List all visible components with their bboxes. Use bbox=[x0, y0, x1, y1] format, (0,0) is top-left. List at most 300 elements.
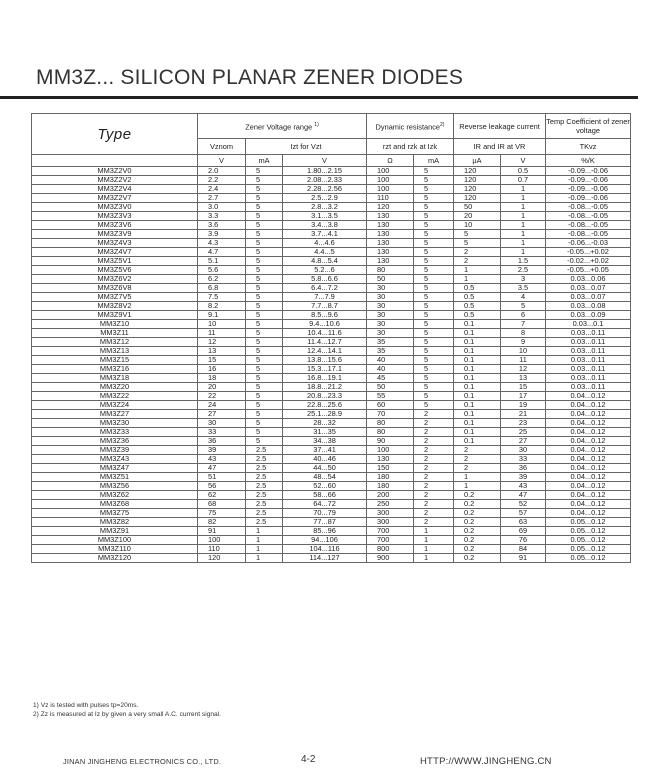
table-cell: 5 bbox=[246, 383, 283, 392]
table-cell: 2.4 bbox=[198, 185, 246, 194]
table-cell: 82 bbox=[198, 518, 246, 527]
table-cell: 57 bbox=[501, 509, 546, 518]
table-row bbox=[32, 248, 631, 257]
table-cell: 20.8...23.3 bbox=[283, 392, 367, 401]
table-cell: 5 bbox=[414, 167, 454, 176]
table-cell: 100 bbox=[367, 167, 414, 176]
table-cell: 50 bbox=[367, 383, 414, 392]
table-cell: 50 bbox=[454, 203, 501, 212]
table-row bbox=[32, 257, 631, 266]
table-cell: 68 bbox=[198, 500, 246, 509]
table-cell: 16.8...19.1 bbox=[283, 374, 367, 383]
table-row bbox=[32, 428, 631, 437]
table-row bbox=[32, 482, 631, 491]
table-cell: -0.06...-0.03 bbox=[546, 239, 631, 248]
table-cell: 2.28...2.56 bbox=[283, 185, 367, 194]
unit-cell: Ω bbox=[367, 155, 414, 167]
table-cell: 1 bbox=[454, 482, 501, 491]
footnote: 2) Zz is measured at Iz by given a very small A.C. current signal. bbox=[33, 711, 221, 718]
table-row bbox=[32, 365, 631, 374]
table-cell: 47 bbox=[198, 464, 246, 473]
table-cell: 37...41 bbox=[283, 446, 367, 455]
table-cell: 18.8...21.2 bbox=[283, 383, 367, 392]
type-cell: MM3Z68 bbox=[32, 500, 198, 509]
table-cell: 13.8...15.6 bbox=[283, 356, 367, 365]
table-cell: 19 bbox=[501, 401, 546, 410]
type-cell: MM3Z110 bbox=[32, 545, 198, 554]
table-cell: 0.03...0.08 bbox=[546, 302, 631, 311]
reverse-leakage-header: Reverse leakage current bbox=[454, 114, 546, 139]
table-cell: -0.08...-0.05 bbox=[546, 203, 631, 212]
type-cell: MM3Z30 bbox=[32, 419, 198, 428]
table-cell: 7 bbox=[501, 320, 546, 329]
table-cell: 0.03...0.09 bbox=[546, 311, 631, 320]
table-cell: 27 bbox=[501, 437, 546, 446]
table-row bbox=[32, 329, 631, 338]
table-cell: 11 bbox=[501, 356, 546, 365]
table-cell: 7.5 bbox=[198, 293, 246, 302]
table-cell: 45 bbox=[367, 374, 414, 383]
table-cell: 0.5 bbox=[454, 311, 501, 320]
table-cell: 76 bbox=[501, 536, 546, 545]
type-cell: MM3Z4V3 bbox=[32, 239, 198, 248]
table-cell: 2.5 bbox=[501, 266, 546, 275]
table-cell: 0.2 bbox=[454, 554, 501, 563]
table-cell: 2.5...2.9 bbox=[283, 194, 367, 203]
table-cell: 69 bbox=[501, 527, 546, 536]
table-cell: 1 bbox=[246, 554, 283, 563]
table-cell: 5 bbox=[414, 212, 454, 221]
table-cell: 6 bbox=[501, 311, 546, 320]
table-cell: 130 bbox=[367, 212, 414, 221]
table-cell: 5.2...6 bbox=[283, 266, 367, 275]
table-cell: 5 bbox=[246, 311, 283, 320]
table-cell: 0.2 bbox=[454, 518, 501, 527]
table-cell: 120 bbox=[198, 554, 246, 563]
table-cell: 20 bbox=[198, 383, 246, 392]
type-cell: MM3Z20 bbox=[32, 383, 198, 392]
table-cell: 33 bbox=[501, 455, 546, 464]
type-cell: MM3Z2V4 bbox=[32, 185, 198, 194]
table-cell: 1 bbox=[454, 275, 501, 284]
table-cell: 39 bbox=[198, 446, 246, 455]
type-cell: MM3Z9V1 bbox=[32, 311, 198, 320]
table-cell: 30 bbox=[501, 446, 546, 455]
table-cell: 43 bbox=[501, 482, 546, 491]
table-cell: 110 bbox=[367, 194, 414, 203]
table-cell: 3.9 bbox=[198, 230, 246, 239]
table-cell: 8.2 bbox=[198, 302, 246, 311]
table-cell: -0.05...+0.05 bbox=[546, 266, 631, 275]
table-row bbox=[32, 302, 631, 311]
type-cell: MM3Z10 bbox=[32, 320, 198, 329]
table-cell: 0.5 bbox=[501, 167, 546, 176]
table-cell: 15 bbox=[198, 356, 246, 365]
table-cell: 1 bbox=[501, 194, 546, 203]
table-cell: 5 bbox=[246, 419, 283, 428]
table-cell: 5 bbox=[246, 239, 283, 248]
table-cell: 1.80...2.15 bbox=[283, 167, 367, 176]
table-cell: 36 bbox=[198, 437, 246, 446]
table-cell: 2 bbox=[414, 491, 454, 500]
table-cell: 2 bbox=[414, 518, 454, 527]
izt-header: Izt for Vzt bbox=[246, 139, 367, 155]
table-cell: 0.04...0.12 bbox=[546, 473, 631, 482]
table-cell: 100 bbox=[367, 446, 414, 455]
table-cell: 11.4...12.7 bbox=[283, 338, 367, 347]
table-cell: 7.7...8.7 bbox=[283, 302, 367, 311]
table-row bbox=[32, 212, 631, 221]
table-cell: 31...35 bbox=[283, 428, 367, 437]
type-cell: MM3Z36 bbox=[32, 437, 198, 446]
table-cell: 2.5 bbox=[246, 518, 283, 527]
table-cell: 5 bbox=[246, 329, 283, 338]
table-cell: 4.7 bbox=[198, 248, 246, 257]
table-cell: 13 bbox=[198, 347, 246, 356]
table-cell: 0.2 bbox=[454, 491, 501, 500]
footer-company: JINAN JINGHENG ELECTRONICS CO., LTD. bbox=[63, 757, 222, 766]
table-cell: 84 bbox=[501, 545, 546, 554]
table-cell: 6.2 bbox=[198, 275, 246, 284]
table-row bbox=[32, 383, 631, 392]
table-cell: 2 bbox=[414, 446, 454, 455]
tkvz-header: TKvz bbox=[546, 139, 631, 155]
table-cell: 0.5 bbox=[454, 284, 501, 293]
table-cell: 130 bbox=[367, 455, 414, 464]
table-cell: 1 bbox=[414, 527, 454, 536]
table-cell: 30 bbox=[367, 293, 414, 302]
footnote: 1) Vz is tested with pulses tp=20ms. bbox=[33, 702, 139, 709]
table-cell: 1 bbox=[414, 536, 454, 545]
table-cell: 180 bbox=[367, 482, 414, 491]
table-cell: 25.1...28.9 bbox=[283, 410, 367, 419]
table-cell: 5 bbox=[414, 329, 454, 338]
type-cell: MM3Z5V6 bbox=[32, 266, 198, 275]
table-cell: 0.05...0.12 bbox=[546, 518, 631, 527]
table-cell: 27 bbox=[198, 410, 246, 419]
table-cell: 5 bbox=[414, 374, 454, 383]
table-cell: 5 bbox=[414, 392, 454, 401]
table-cell: 0.04...0.12 bbox=[546, 482, 631, 491]
table-cell: 52 bbox=[501, 500, 546, 509]
table-cell: 0.1 bbox=[454, 383, 501, 392]
table-cell: 0.04...0.12 bbox=[546, 410, 631, 419]
table-cell: 35 bbox=[367, 347, 414, 356]
table-cell: 25 bbox=[501, 428, 546, 437]
table-cell: 2 bbox=[414, 455, 454, 464]
type-cell: MM3Z16 bbox=[32, 365, 198, 374]
table-cell: 1 bbox=[246, 527, 283, 536]
table-cell: 5 bbox=[246, 356, 283, 365]
type-cell: MM3Z100 bbox=[32, 536, 198, 545]
table-cell: 200 bbox=[367, 491, 414, 500]
table-cell: 5.1 bbox=[198, 257, 246, 266]
table-row bbox=[32, 338, 631, 347]
table-cell: 5 bbox=[454, 230, 501, 239]
table-row bbox=[32, 176, 631, 185]
table-cell: 5 bbox=[454, 239, 501, 248]
table-cell: 5 bbox=[246, 374, 283, 383]
table-cell: 5 bbox=[246, 194, 283, 203]
table-cell: 2 bbox=[414, 473, 454, 482]
table-cell: 5 bbox=[414, 401, 454, 410]
table-cell: 17 bbox=[501, 392, 546, 401]
table-cell: 2 bbox=[454, 248, 501, 257]
table-cell: 5 bbox=[414, 176, 454, 185]
unit-cell: V bbox=[283, 155, 367, 167]
table-cell: 3.3 bbox=[198, 212, 246, 221]
table-cell: 28...32 bbox=[283, 419, 367, 428]
spec-table-body bbox=[32, 167, 631, 563]
table-cell: 36 bbox=[501, 464, 546, 473]
table-row bbox=[32, 356, 631, 365]
footer-url: HTTP://WWW.JINGHENG.CN bbox=[420, 756, 552, 767]
table-cell: 77...87 bbox=[283, 518, 367, 527]
table-cell: 1 bbox=[501, 221, 546, 230]
table-cell: 4.8...5.4 bbox=[283, 257, 367, 266]
table-cell: 64...72 bbox=[283, 500, 367, 509]
table-row bbox=[32, 437, 631, 446]
table-row bbox=[32, 419, 631, 428]
table-cell: 7...7.9 bbox=[283, 293, 367, 302]
table-cell: 6.4...7.2 bbox=[283, 284, 367, 293]
table-cell: 0.05...0.12 bbox=[546, 545, 631, 554]
table-cell: 0.04...0.12 bbox=[546, 500, 631, 509]
type-cell: MM3Z18 bbox=[32, 374, 198, 383]
table-cell: 52...60 bbox=[283, 482, 367, 491]
table-cell: 5 bbox=[414, 293, 454, 302]
table-cell: 120 bbox=[454, 185, 501, 194]
table-row bbox=[32, 185, 631, 194]
type-unit-blank bbox=[32, 155, 198, 167]
table-cell: 5 bbox=[414, 365, 454, 374]
table-cell: 5 bbox=[246, 338, 283, 347]
table-cell: 1 bbox=[501, 248, 546, 257]
table-cell: 30 bbox=[367, 284, 414, 293]
type-cell: MM3Z6V8 bbox=[32, 284, 198, 293]
table-cell: 114...127 bbox=[283, 554, 367, 563]
type-cell: MM3Z22 bbox=[32, 392, 198, 401]
type-cell: MM3Z51 bbox=[32, 473, 198, 482]
ir-header: IR and IR at VR bbox=[454, 139, 546, 155]
table-cell: 1 bbox=[246, 536, 283, 545]
table-cell: 60 bbox=[367, 401, 414, 410]
type-cell: MM3Z8V2 bbox=[32, 302, 198, 311]
table-cell: 1 bbox=[246, 545, 283, 554]
table-cell: 40...46 bbox=[283, 455, 367, 464]
table-cell: 11 bbox=[198, 329, 246, 338]
table-cell: 130 bbox=[367, 248, 414, 257]
table-cell: 0.03...0.11 bbox=[546, 329, 631, 338]
table-cell: 0.04...0.12 bbox=[546, 437, 631, 446]
type-cell: MM3Z43 bbox=[32, 455, 198, 464]
table-cell: 5 bbox=[414, 248, 454, 257]
table-row bbox=[32, 473, 631, 482]
type-cell: MM3Z11 bbox=[32, 329, 198, 338]
table-cell: 5 bbox=[414, 257, 454, 266]
table-cell: 2 bbox=[414, 500, 454, 509]
table-cell: 62 bbox=[198, 491, 246, 500]
table-cell: 3.7...4.1 bbox=[283, 230, 367, 239]
unit-cell: V bbox=[501, 155, 546, 167]
table-cell: 5 bbox=[414, 203, 454, 212]
table-cell: 5 bbox=[246, 428, 283, 437]
table-cell: 23 bbox=[501, 419, 546, 428]
table-cell: 5 bbox=[414, 194, 454, 203]
table-cell: 0.04...0.12 bbox=[546, 509, 631, 518]
table-cell: 13 bbox=[501, 374, 546, 383]
table-row bbox=[32, 230, 631, 239]
table-cell: 94...106 bbox=[283, 536, 367, 545]
table-cell: 120 bbox=[454, 167, 501, 176]
table-cell: 2.5 bbox=[246, 509, 283, 518]
temp-coefficient-header: Temp Coefficient of zener voltage bbox=[546, 114, 631, 139]
table-cell: 10.4...11.6 bbox=[283, 329, 367, 338]
type-header: Type bbox=[32, 114, 198, 155]
table-cell: 5 bbox=[414, 311, 454, 320]
table-cell: 85...96 bbox=[283, 527, 367, 536]
footnotes bbox=[33, 701, 221, 719]
table-cell: 1 bbox=[501, 203, 546, 212]
table-cell: 39 bbox=[501, 473, 546, 482]
table-cell: -0.08...-0.05 bbox=[546, 221, 631, 230]
table-cell: 21 bbox=[501, 410, 546, 419]
table-cell: 2 bbox=[414, 419, 454, 428]
table-cell: 0.5 bbox=[454, 302, 501, 311]
table-cell: 2 bbox=[414, 464, 454, 473]
table-row bbox=[32, 239, 631, 248]
table-cell: 0.04...0.12 bbox=[546, 491, 631, 500]
table-cell: 30 bbox=[367, 320, 414, 329]
table-cell: 3.5 bbox=[501, 284, 546, 293]
table-cell: 2 bbox=[454, 257, 501, 266]
table-cell: 0.04...0.12 bbox=[546, 446, 631, 455]
table-cell: 0.03...0.11 bbox=[546, 338, 631, 347]
table-cell: 0.1 bbox=[454, 338, 501, 347]
unit-cell: %/K bbox=[546, 155, 631, 167]
table-cell: 80 bbox=[367, 419, 414, 428]
table-cell: 55 bbox=[367, 392, 414, 401]
table-cell: 2.5 bbox=[246, 482, 283, 491]
table-cell: 5 bbox=[246, 320, 283, 329]
table-cell: 30 bbox=[367, 302, 414, 311]
table-row bbox=[32, 410, 631, 419]
table-cell: 5 bbox=[246, 392, 283, 401]
table-cell: 0.05...0.12 bbox=[546, 527, 631, 536]
dynamic-resistance-header: Dynamic resistance$^{2)}$ bbox=[367, 114, 454, 139]
table-cell: -0.02...+0.02 bbox=[546, 257, 631, 266]
table-cell: 15.3...17.1 bbox=[283, 365, 367, 374]
table-cell: 700 bbox=[367, 527, 414, 536]
table-cell: 8 bbox=[501, 329, 546, 338]
table-cell: 800 bbox=[367, 545, 414, 554]
table-cell: 20 bbox=[454, 212, 501, 221]
table-cell: 51 bbox=[198, 473, 246, 482]
type-cell: MM3Z39 bbox=[32, 446, 198, 455]
table-cell: 3.1...3.5 bbox=[283, 212, 367, 221]
table-cell: 5 bbox=[246, 302, 283, 311]
table-cell: 8.5...9.6 bbox=[283, 311, 367, 320]
table-cell: 3.6 bbox=[198, 221, 246, 230]
table-cell: 5 bbox=[414, 284, 454, 293]
type-cell: MM3Z91 bbox=[32, 527, 198, 536]
table-row bbox=[32, 491, 631, 500]
table-cell: 56 bbox=[198, 482, 246, 491]
table-cell: 120 bbox=[454, 194, 501, 203]
table-cell: -0.09...-0.06 bbox=[546, 176, 631, 185]
table-cell: 48...54 bbox=[283, 473, 367, 482]
table-row bbox=[32, 194, 631, 203]
table-cell: 0.1 bbox=[454, 392, 501, 401]
table-cell: 0.03...0.11 bbox=[546, 356, 631, 365]
table-cell: 1 bbox=[501, 212, 546, 221]
table-cell: 0.1 bbox=[454, 347, 501, 356]
table-cell: 700 bbox=[367, 536, 414, 545]
table-cell: 30 bbox=[367, 329, 414, 338]
table-cell: 22.8...25.6 bbox=[283, 401, 367, 410]
table-cell: 90 bbox=[367, 437, 414, 446]
table-cell: 22 bbox=[198, 392, 246, 401]
table-cell: 40 bbox=[367, 356, 414, 365]
table-cell: 2.5 bbox=[246, 473, 283, 482]
table-cell: 0.2 bbox=[454, 536, 501, 545]
table-cell: 0.03...0.11 bbox=[546, 374, 631, 383]
table-cell: 5 bbox=[414, 275, 454, 284]
table-cell: 63 bbox=[501, 518, 546, 527]
table-cell: 5 bbox=[246, 167, 283, 176]
zener-spec-table bbox=[31, 113, 631, 563]
table-cell: 0.2 bbox=[454, 545, 501, 554]
table-row bbox=[32, 374, 631, 383]
table-cell: 12 bbox=[501, 365, 546, 374]
table-cell: 5 bbox=[414, 383, 454, 392]
table-row bbox=[32, 554, 631, 563]
table-cell: 2.5 bbox=[246, 500, 283, 509]
unit-cell: V bbox=[198, 155, 246, 167]
type-cell: MM3Z75 bbox=[32, 509, 198, 518]
table-row bbox=[32, 266, 631, 275]
table-cell: 5 bbox=[246, 185, 283, 194]
table-cell: 0.03...0.11 bbox=[546, 347, 631, 356]
table-cell: 43 bbox=[198, 455, 246, 464]
table-cell: 2.8...3.2 bbox=[283, 203, 367, 212]
table-cell: 1 bbox=[501, 185, 546, 194]
table-cell: 2 bbox=[414, 509, 454, 518]
table-cell: 300 bbox=[367, 518, 414, 527]
table-cell: -0.09...-0.06 bbox=[546, 167, 631, 176]
table-row bbox=[32, 455, 631, 464]
table-cell: 120 bbox=[367, 203, 414, 212]
table-cell: 0.1 bbox=[454, 428, 501, 437]
table-cell: 250 bbox=[367, 500, 414, 509]
table-cell: 1 bbox=[454, 473, 501, 482]
table-row bbox=[32, 392, 631, 401]
table-cell: 0.1 bbox=[454, 401, 501, 410]
table-cell: 1 bbox=[414, 545, 454, 554]
table-cell: 3 bbox=[501, 275, 546, 284]
table-cell: 0.03...0.11 bbox=[546, 383, 631, 392]
table-cell: 2.5 bbox=[246, 455, 283, 464]
table-cell: 5 bbox=[414, 320, 454, 329]
table-cell: 0.5 bbox=[454, 293, 501, 302]
table-cell: 2.08...2.33 bbox=[283, 176, 367, 185]
table-cell: 0.03...0.11 bbox=[546, 365, 631, 374]
table-cell: 10 bbox=[454, 221, 501, 230]
table-row bbox=[32, 275, 631, 284]
table-cell: 120 bbox=[454, 176, 501, 185]
table-cell: 5 bbox=[414, 347, 454, 356]
type-cell: MM3Z82 bbox=[32, 518, 198, 527]
